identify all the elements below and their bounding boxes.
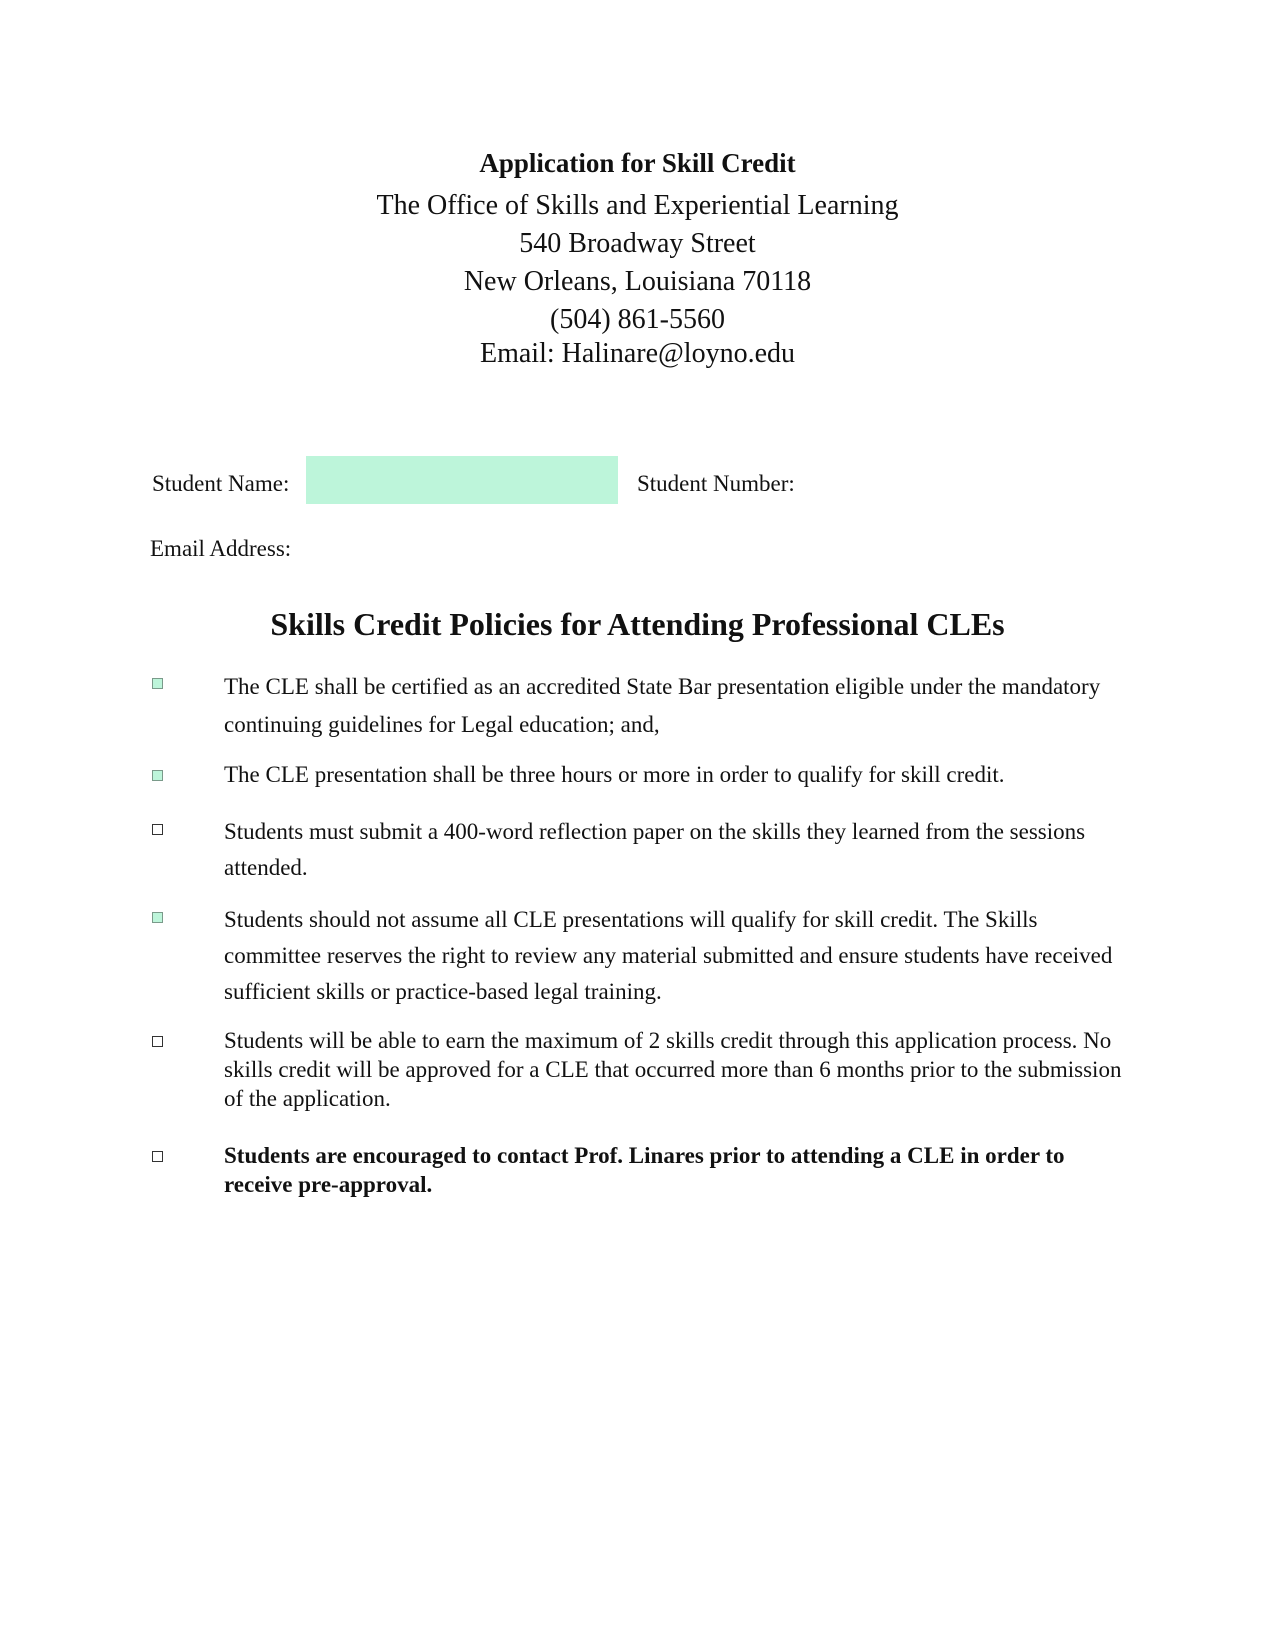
email-address-label: Email Address: [150, 536, 292, 561]
policy-text: Students should not assume all CLE presentations will qualify for skill credit. The Skills committee reserves the right to review any material submitted and ensure students have received sufficient skills or practice-based legal training. [224, 907, 1113, 1004]
policy-checkbox[interactable] [152, 1151, 163, 1162]
policy-checkbox[interactable] [152, 1036, 163, 1047]
office-phone: (504) 861-5560 [550, 304, 725, 335]
policy-checkbox[interactable] [152, 824, 163, 835]
policy-text: Students will be able to earn the maximum of 2 skills credit through this application process. No skills credit will be approved for a CLE that occurred more than 6 months prior to the submission of the application. [224, 1028, 1122, 1111]
student-name-label: Student Name: [152, 471, 290, 496]
policy-text: The CLE shall be certified as an accredited State Bar presentation eligible under the mandatory continuing guidelines for Legal education; and, [224, 674, 1101, 737]
policy-text: Students must submit a 400-word reflection paper on the skills they learned from the sessions attended. [224, 819, 1086, 880]
policy-text: Students are encouraged to contact Prof. Linares prior to attending a CLE in order to receive pre-approval. [224, 1143, 1065, 1197]
office-name: The Office of Skills and Experiential Learning [376, 190, 899, 221]
student-name-field[interactable] [306, 456, 618, 504]
policy-checkbox[interactable] [152, 912, 163, 923]
policy-text: The CLE presentation shall be three hours or more in order to qualify for skill credit. [224, 762, 1005, 787]
policy-checkbox[interactable] [152, 770, 163, 781]
office-street: 540 Broadway Street [519, 228, 756, 259]
student-number-label: Student Number: [637, 471, 795, 496]
policies-heading: Skills Credit Policies for Attending Professional CLEs [270, 606, 1005, 642]
document-title: Application for Skill Credit [479, 148, 796, 178]
policy-checkbox[interactable] [152, 678, 163, 689]
office-city: New Orleans, Louisiana 70118 [463, 266, 812, 297]
office-email: Email: Halinare@loyno.edu [479, 338, 796, 369]
